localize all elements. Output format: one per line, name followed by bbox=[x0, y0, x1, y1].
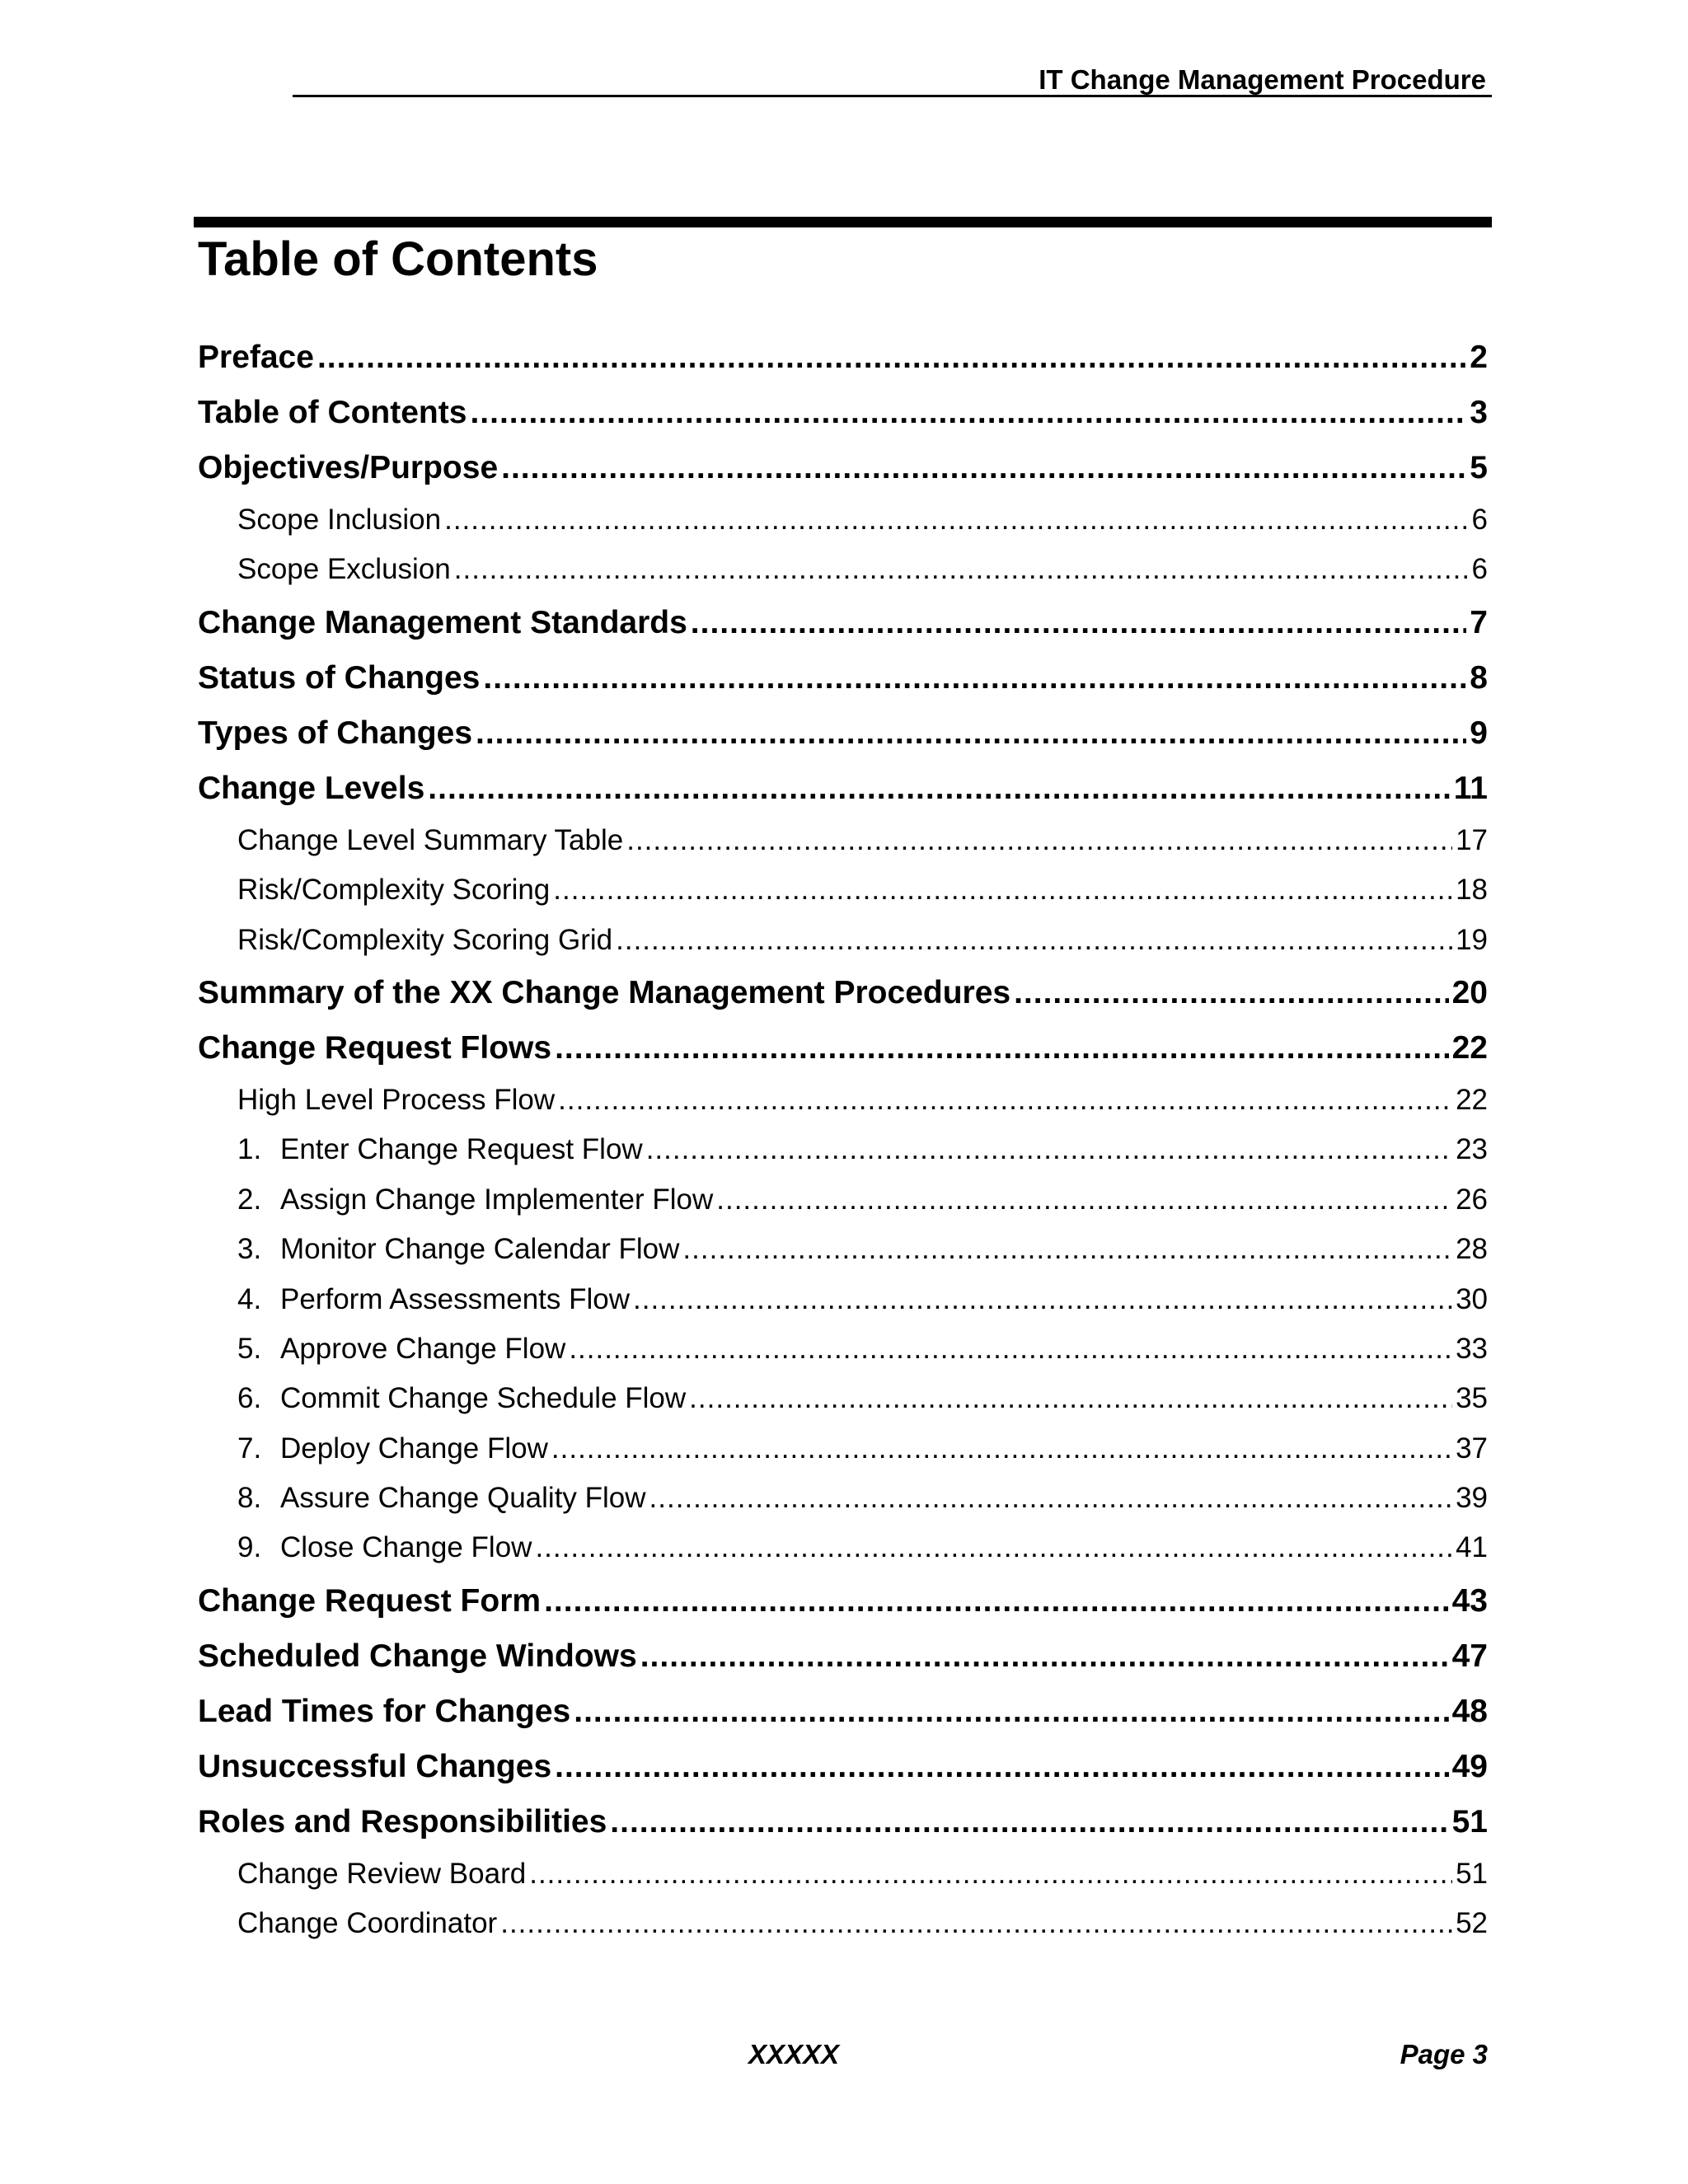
toc-dot-leader bbox=[569, 1324, 1452, 1374]
toc-dot-leader bbox=[483, 650, 1466, 705]
toc-entry-heading[interactable] bbox=[198, 385, 1488, 440]
toc-entry-page-number: 49 bbox=[1451, 1748, 1488, 1784]
toc-entry-page-number: 47 bbox=[1451, 1638, 1488, 1674]
toc-entry-heading[interactable] bbox=[198, 650, 1488, 705]
toc-entry-subheading[interactable] bbox=[198, 495, 1488, 545]
toc-dot-leader bbox=[649, 1474, 1453, 1523]
toc-entry-heading[interactable] bbox=[198, 1020, 1488, 1076]
toc-entry-number: 3. bbox=[237, 1233, 262, 1266]
toc-entry-page-number: 20 bbox=[1451, 974, 1488, 1010]
toc-entry-page-number: 37 bbox=[1456, 1432, 1488, 1465]
toc-entry-label: Change Review Board bbox=[237, 1857, 527, 1890]
toc-dot-leader bbox=[535, 1523, 1452, 1572]
toc-entry-label: Monitor Change Calendar Flow bbox=[280, 1233, 680, 1266]
toc-entry-label: Status of Changes bbox=[198, 659, 481, 696]
toc-dot-leader bbox=[470, 385, 1466, 440]
toc-dot-leader bbox=[626, 816, 1452, 865]
toc-entry-heading[interactable] bbox=[198, 1684, 1488, 1739]
toc-dot-leader bbox=[544, 1573, 1449, 1629]
toc-entry-page-number: 5 bbox=[1470, 450, 1488, 485]
toc-dot-leader bbox=[444, 495, 1468, 545]
toc-entry-page-number: 23 bbox=[1456, 1133, 1488, 1166]
toc-entry-label: Assure Change Quality Flow bbox=[280, 1482, 646, 1515]
toc-entry-subheading[interactable] bbox=[198, 545, 1488, 594]
toc-entry-label: Summary of the XX Change Management Procedures bbox=[198, 974, 1011, 1010]
running-header bbox=[293, 64, 1492, 97]
table-of-contents bbox=[198, 330, 1488, 1949]
toc-entry-label: Change Request Form bbox=[198, 1582, 542, 1619]
toc-entry-heading[interactable] bbox=[198, 705, 1488, 761]
toc-dot-leader bbox=[476, 705, 1466, 761]
toc-entry-label: Table of Contents bbox=[198, 395, 467, 430]
toc-entry-label: Change Level Summary Table bbox=[237, 823, 624, 856]
toc-entry-subheading[interactable] bbox=[198, 816, 1488, 865]
toc-dot-leader bbox=[682, 1225, 1452, 1274]
toc-entry-subheading[interactable] bbox=[198, 1175, 1488, 1225]
toc-entry-label: Scope Inclusion bbox=[237, 504, 442, 536]
toc-entry-number: 6. bbox=[237, 1382, 262, 1415]
toc-entry-page-number: 51 bbox=[1451, 1803, 1488, 1840]
toc-entry-page-number: 33 bbox=[1456, 1332, 1488, 1365]
title-rule bbox=[194, 217, 1492, 227]
toc-dot-leader bbox=[574, 1684, 1448, 1739]
toc-entry-subheading[interactable] bbox=[198, 1324, 1488, 1374]
toc-dot-leader bbox=[555, 1020, 1449, 1076]
toc-dot-leader bbox=[646, 1125, 1452, 1174]
toc-dot-leader bbox=[553, 865, 1452, 915]
toc-entry-number: 8. bbox=[237, 1482, 262, 1515]
toc-dot-leader bbox=[551, 1424, 1452, 1474]
toc-dot-leader bbox=[529, 1849, 1452, 1899]
toc-dot-leader bbox=[500, 1899, 1452, 1948]
toc-entry-heading[interactable] bbox=[198, 1629, 1488, 1684]
toc-entry-page-number: 11 bbox=[1453, 770, 1488, 806]
toc-entry-label: Deploy Change Flow bbox=[280, 1432, 548, 1465]
toc-entry-page-number: 30 bbox=[1456, 1282, 1488, 1315]
toc-dot-leader bbox=[616, 916, 1452, 965]
toc-entry-label: Scope Exclusion bbox=[237, 553, 451, 586]
toc-entry-subheading[interactable] bbox=[198, 1225, 1488, 1274]
toc-entry-label: Lead Times for Changes bbox=[198, 1693, 571, 1729]
running-header-title: IT Change Management Procedure bbox=[1039, 64, 1486, 95]
toc-entry-page-number: 52 bbox=[1456, 1907, 1488, 1940]
toc-entry-page-number: 22 bbox=[1451, 1029, 1488, 1066]
toc-entry-label: Unsuccessful Changes bbox=[198, 1748, 552, 1784]
toc-entry-heading[interactable] bbox=[198, 761, 1488, 816]
toc-entry-subheading[interactable] bbox=[198, 916, 1488, 965]
toc-dot-leader bbox=[610, 1794, 1448, 1849]
toc-entry-label: Assign Change Implementer Flow bbox=[280, 1183, 714, 1216]
toc-entry-subheading[interactable] bbox=[198, 1849, 1488, 1899]
footer-document-id: XXXXX bbox=[748, 2039, 840, 2069]
toc-dot-leader bbox=[558, 1076, 1452, 1125]
toc-entry-page-number: 9 bbox=[1470, 715, 1488, 751]
toc-dot-leader bbox=[633, 1275, 1452, 1324]
toc-entry-label: Risk/Complexity Scoring Grid bbox=[237, 923, 613, 956]
toc-entry-page-number: 22 bbox=[1456, 1083, 1488, 1116]
toc-dot-leader bbox=[716, 1175, 1452, 1225]
toc-entry-subheading[interactable] bbox=[198, 1523, 1488, 1572]
toc-entry-label: Objectives/Purpose bbox=[198, 450, 499, 485]
toc-entry-label: Enter Change Request Flow bbox=[280, 1133, 643, 1166]
toc-entry-heading[interactable] bbox=[198, 1794, 1488, 1849]
toc-entry-page-number: 19 bbox=[1456, 923, 1488, 956]
toc-entry-subheading[interactable] bbox=[198, 1076, 1488, 1125]
toc-entry-label: Perform Assessments Flow bbox=[280, 1282, 630, 1315]
toc-entry-heading[interactable] bbox=[198, 440, 1488, 495]
toc-entry-number: 7. bbox=[237, 1432, 262, 1465]
toc-entry-number: 4. bbox=[237, 1282, 262, 1315]
toc-entry-heading[interactable] bbox=[198, 1573, 1488, 1629]
toc-entry-subheading[interactable] bbox=[198, 1899, 1488, 1948]
toc-entry-subheading[interactable] bbox=[198, 865, 1488, 915]
toc-entry-heading[interactable] bbox=[198, 1739, 1488, 1794]
toc-entry-page-number: 43 bbox=[1451, 1582, 1488, 1619]
toc-entry-label: Types of Changes bbox=[198, 715, 473, 751]
toc-entry-number: 9. bbox=[237, 1531, 262, 1564]
toc-entry-label: Scheduled Change Windows bbox=[198, 1638, 637, 1674]
footer-page-number: Page 3 bbox=[1400, 2039, 1488, 2069]
toc-entry-subheading[interactable] bbox=[198, 1374, 1488, 1423]
toc-entry-page-number: 3 bbox=[1470, 395, 1488, 430]
toc-entry-label: Change Management Standards bbox=[198, 604, 687, 640]
toc-entry-subheading[interactable] bbox=[198, 1424, 1488, 1474]
toc-entry-page-number: 51 bbox=[1456, 1857, 1488, 1890]
toc-entry-label: Change Coordinator bbox=[237, 1907, 498, 1940]
toc-entry-subheading[interactable] bbox=[198, 1474, 1488, 1523]
toc-entry-page-number: 2 bbox=[1470, 340, 1488, 375]
toc-entry-page-number: 39 bbox=[1456, 1482, 1488, 1515]
toc-entry-subheading[interactable] bbox=[198, 1275, 1488, 1324]
toc-entry-heading[interactable] bbox=[198, 330, 1488, 385]
toc-entry-label: High Level Process Flow bbox=[237, 1083, 556, 1116]
toc-entry-page-number: 48 bbox=[1451, 1693, 1488, 1729]
toc-entry-page-number: 8 bbox=[1470, 659, 1488, 696]
toc-entry-label: Change Request Flows bbox=[198, 1029, 552, 1066]
page-title: Table of Contents bbox=[198, 232, 598, 286]
toc-entry-number: 5. bbox=[237, 1332, 262, 1365]
toc-entry-heading[interactable] bbox=[198, 595, 1488, 650]
toc-entry-subheading[interactable] bbox=[198, 1125, 1488, 1174]
toc-entry-label: Risk/Complexity Scoring bbox=[237, 874, 551, 907]
toc-entry-label: Roles and Responsibilities bbox=[198, 1803, 607, 1840]
toc-dot-leader bbox=[428, 761, 1450, 816]
toc-entry-label: Commit Change Schedule Flow bbox=[280, 1382, 687, 1415]
toc-entry-label: Approve Change Flow bbox=[280, 1332, 566, 1365]
toc-dot-leader bbox=[555, 1739, 1448, 1794]
toc-entry-page-number: 6 bbox=[1471, 504, 1488, 536]
toc-dot-leader bbox=[501, 440, 1466, 495]
toc-entry-number: 1. bbox=[237, 1133, 262, 1166]
toc-entry-page-number: 41 bbox=[1456, 1531, 1488, 1564]
toc-entry-page-number: 26 bbox=[1456, 1183, 1488, 1216]
toc-entry-page-number: 6 bbox=[1471, 553, 1488, 586]
toc-entry-number: 2. bbox=[237, 1183, 262, 1216]
toc-entry-page-number: 18 bbox=[1456, 874, 1488, 907]
toc-dot-leader bbox=[1014, 965, 1449, 1020]
toc-entry-label: Preface bbox=[198, 340, 314, 375]
toc-entry-label: Change Levels bbox=[198, 770, 425, 806]
toc-dot-leader bbox=[454, 545, 1469, 594]
toc-entry-page-number: 28 bbox=[1456, 1233, 1488, 1266]
toc-dot-leader bbox=[640, 1629, 1449, 1684]
toc-entry-page-number: 7 bbox=[1470, 604, 1488, 640]
toc-dot-leader bbox=[317, 330, 1466, 385]
toc-dot-leader bbox=[691, 595, 1467, 650]
toc-entry-page-number: 17 bbox=[1456, 823, 1488, 856]
toc-entry-heading[interactable] bbox=[198, 965, 1488, 1020]
toc-entry-label: Close Change Flow bbox=[280, 1531, 532, 1564]
toc-entry-page-number: 35 bbox=[1456, 1382, 1488, 1415]
toc-dot-leader bbox=[689, 1374, 1452, 1423]
